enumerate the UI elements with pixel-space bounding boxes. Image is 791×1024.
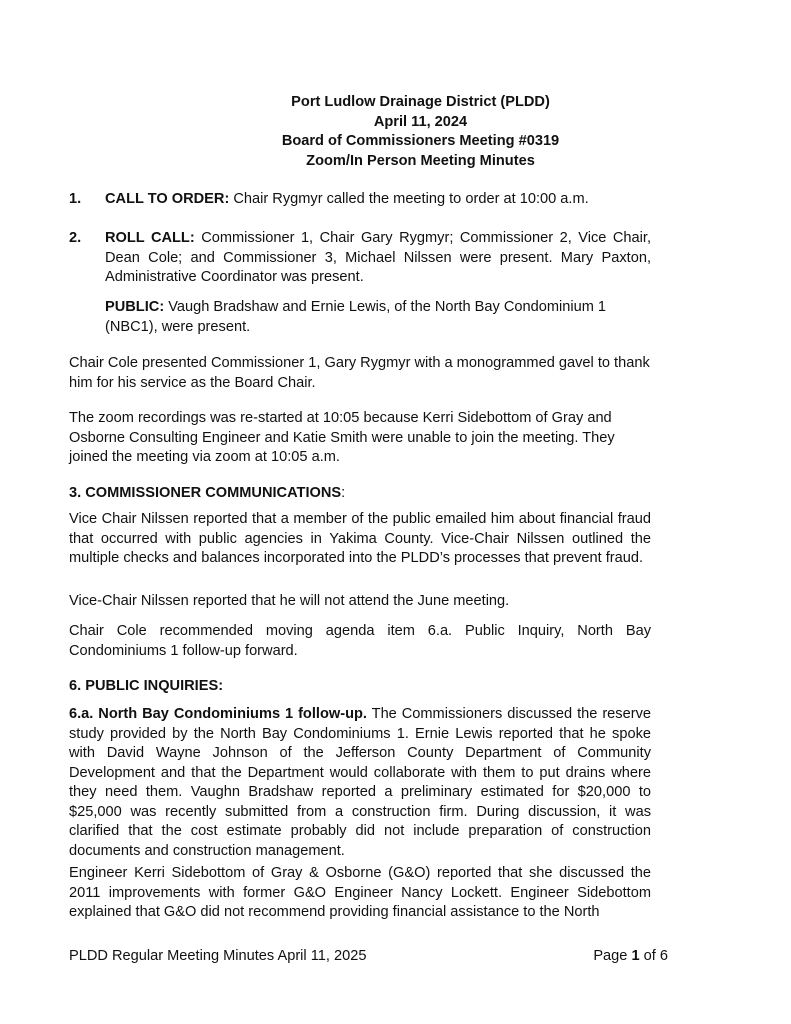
item-label: PUBLIC: xyxy=(105,299,165,315)
section-3-paragraph-1: Vice Chair Nilssen reported that a member of the public emailed him about financial fraud that occurred with public agencies in Yakima County. Vice-Chair Nilssen outlined the multiple checks and balances incorporated into the PLDD’s processes that prevent fraud. xyxy=(69,511,651,566)
item-number: 1. xyxy=(69,191,82,207)
item-call-to-order xyxy=(69,190,651,210)
item-text: Commissioner 1, Chair Gary Rygmyr; Commissioner 2, Vice Chair, Dean Cole; and Commissioner 3, Michael Nilssen were present. Mary Paxton, Administrative Coordinator was present. xyxy=(105,230,651,285)
section-6-heading xyxy=(69,677,651,697)
item-text: Chair Rygmyr called the meeting to order at 10:00 a.m. xyxy=(229,191,589,207)
section-heading-text: 3. COMMISSIONER COMMUNICATIONS xyxy=(69,485,342,501)
item-text: Vaugh Bradshaw and Ernie Lewis, of the North Bay Condominium 1 (NBC1), were present. xyxy=(105,299,607,335)
section-3-paragraph-3: Chair Cole recommended moving agenda item 6.a. Public Inquiry, North Bay Condominiums 1 follow-up forward. xyxy=(69,623,651,659)
meeting-number: Board of Commissioners Meeting #0319 xyxy=(281,133,560,149)
section-6a-paragraph-2: Engineer Kerri Sidebottom of Gray & Osborne (G&O) reported that she discussed the 2011 improvements with former G&O Engineer Nancy Lockett. Engineer Sidebottom explained that G&O did not recommend providing financial assistance to the North xyxy=(69,865,651,920)
document-header xyxy=(0,93,791,171)
item-public xyxy=(69,298,651,337)
section-3-paragraph-2: Vice-Chair Nilssen reported that he will not attend the June meeting. xyxy=(69,593,510,609)
section-3-heading xyxy=(69,484,651,504)
paragraph-zoom-restart: The zoom recordings was re-started at 10:05 because Kerri Sidebottom of Gray and Osborne Consulting Engineer and Katie Smith were unable to join the meeting. They joined the meeting via zoom at 10:05 a.m. xyxy=(69,410,615,465)
paragraph-gavel: Chair Cole presented Commissioner 1, Gary Rygmyr with a monogrammed gavel to thank him for his service as the Board Chair. xyxy=(69,355,650,391)
item-roll-call xyxy=(69,229,651,288)
page-total: of 6 xyxy=(639,948,668,964)
footer-title: PLDD Regular Meeting Minutes April 11, 2025 xyxy=(69,948,367,964)
subsection-text: The Commissioners discussed the reserve study provided by the North Bay Condominiums 1. Ernie Lewis reported that he spoke with David Wayne Johnson of the Jefferson County Department of Community Development and that the Department would collaborate with them to put drains where they need them. Vaughn Bradshaw reported a preliminary estimated for $20,000 to $25,000 was recently submitted from a construction firm. During discussion, it was clarified that the cost estimate probably did not include preparation of construction documents and construction management. xyxy=(69,706,651,859)
item-number: 2. xyxy=(69,230,82,246)
subsection-label: 6.a. North Bay Condominiums 1 follow-up. xyxy=(69,706,367,722)
item-label: ROLL CALL: xyxy=(105,230,195,246)
section-heading-text: 6. PUBLIC INQUIRIES: xyxy=(69,678,224,694)
section-6a-paragraph xyxy=(69,705,651,861)
meeting-date: April 11, 2024 xyxy=(373,113,468,130)
page-number xyxy=(593,947,668,966)
page-current: 1 xyxy=(631,948,640,964)
district-name: Port Ludlow Drainage District (PLDD) xyxy=(291,94,550,110)
item-label: CALL TO ORDER: xyxy=(105,191,230,207)
meeting-type: Zoom/In Person Meeting Minutes xyxy=(306,152,535,169)
page-prefix: Page xyxy=(593,948,632,964)
section-heading-suffix: : xyxy=(341,485,346,501)
